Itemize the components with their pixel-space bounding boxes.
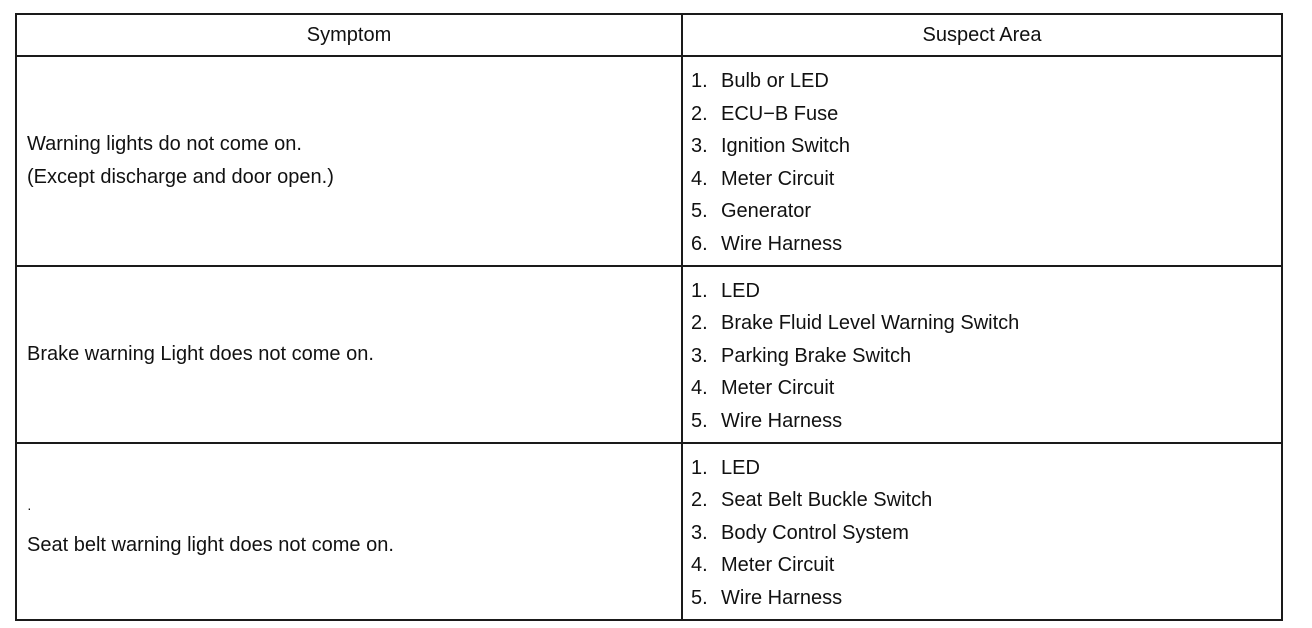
table-row xyxy=(16,443,1282,620)
list-item xyxy=(691,275,1281,308)
item-number: 4. xyxy=(691,377,708,400)
list-item xyxy=(691,549,1281,582)
table-row xyxy=(16,266,1282,443)
item-text: Meter Circuit xyxy=(721,377,835,400)
list-item xyxy=(691,340,1281,373)
item-number: 5. xyxy=(691,200,708,223)
item-text: Ignition Switch xyxy=(721,135,850,158)
item-text: Body Control System xyxy=(721,521,909,544)
symptom-table xyxy=(15,13,1283,621)
suspect-list xyxy=(683,444,1281,619)
item-number: 2. xyxy=(691,102,708,125)
list-item xyxy=(691,163,1281,196)
item-text: LED xyxy=(721,279,760,302)
table-row xyxy=(16,56,1282,266)
item-number: 6. xyxy=(691,232,708,255)
suspect-cell xyxy=(682,56,1282,266)
item-text: ECU−B Fuse xyxy=(721,102,839,125)
symptom-line: Seat belt warning light does not come on. xyxy=(27,533,394,556)
item-number: 2. xyxy=(691,312,708,335)
item-number: 5. xyxy=(691,586,708,609)
item-number: 5. xyxy=(691,409,708,432)
item-text: Meter Circuit xyxy=(721,167,835,190)
symptom-cell xyxy=(16,56,682,266)
item-text: Wire Harness xyxy=(721,586,843,609)
list-item xyxy=(691,405,1281,438)
item-number: 1. xyxy=(691,70,708,92)
list-item xyxy=(691,195,1281,228)
list-item xyxy=(691,372,1281,405)
item-text: Wire Harness xyxy=(721,232,843,255)
item-text: Generator xyxy=(721,200,812,223)
item-number: 4. xyxy=(691,554,708,577)
symptom-cell xyxy=(16,266,682,443)
list-item xyxy=(691,98,1281,131)
header-row xyxy=(16,14,1282,56)
item-text: Parking Brake Switch xyxy=(721,344,912,367)
item-text: LED xyxy=(721,456,760,479)
item-number: 1. xyxy=(691,456,708,479)
header-symptom: Symptom xyxy=(16,14,682,56)
item-number: 3. xyxy=(691,521,708,544)
list-item xyxy=(691,452,1281,485)
list-item xyxy=(691,130,1281,163)
header-suspect-area: Suspect Area xyxy=(682,14,1282,56)
item-text: Wire Harness xyxy=(721,409,843,432)
item-text: Seat Belt Buckle Switch xyxy=(721,489,933,512)
list-item xyxy=(691,517,1281,550)
symptom-line: (Except discharge and door open.) xyxy=(27,165,334,188)
item-text: Bulb or LED xyxy=(721,70,829,92)
list-item xyxy=(691,65,1281,98)
item-text: Meter Circuit xyxy=(721,554,835,577)
symptom-cell xyxy=(16,443,682,620)
item-number: 3. xyxy=(691,344,708,367)
list-item xyxy=(691,582,1281,615)
item-number: 4. xyxy=(691,167,708,190)
suspect-list xyxy=(683,57,1281,265)
suspect-cell xyxy=(682,443,1282,620)
item-number: 3. xyxy=(691,135,708,158)
suspect-cell xyxy=(682,266,1282,443)
list-item xyxy=(691,307,1281,340)
symptom-line: Brake warning Light does not come on. xyxy=(27,342,374,365)
item-number: 1. xyxy=(691,279,708,302)
list-item xyxy=(691,228,1281,261)
symptom-line: Warning lights do not come on. xyxy=(27,132,302,155)
suspect-list xyxy=(683,267,1281,442)
item-text: Brake Fluid Level Warning Switch xyxy=(721,312,1020,335)
stray-mark: · xyxy=(27,499,32,516)
item-number: 2. xyxy=(691,489,708,512)
list-item xyxy=(691,484,1281,517)
